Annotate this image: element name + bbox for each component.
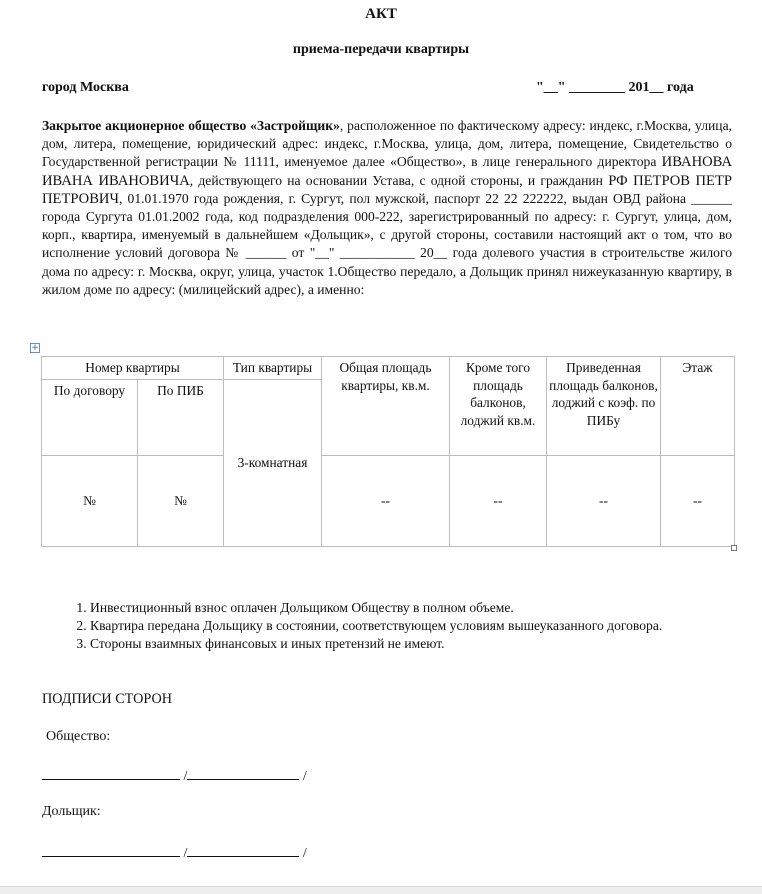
list-item: 2. Квартира передана Дольщику в состоянии, соответствующем условиям вышеуказанного договора. [90,617,762,635]
paragraph-part-1: , расположенное по фактическому адресу: индекс, г.Москва, улица, дом, литера, помещение, юридический адрес: индекс, г.Москва, улица, дом, литера, помещение, Свидетельство о Государственной регистрации № 11111, именуемое далее «Общество», в лице генерального директора [42,118,732,170]
cell-balcony-area: -- [450,455,547,546]
participant-signature-line: / / [42,842,307,862]
header-reduced-area: Приведенная площадь балконов, лоджий с коэф. по ПИБу [547,357,661,456]
apartment-table [41,356,735,547]
header-balcony-area: Кроме того площадь балконов, лоджий кв.м. [450,357,547,456]
header-apartment-type: Тип квартиры [224,357,322,380]
company-signature-label: Общество: [46,729,111,744]
table-header-row [42,357,735,380]
cell-by-pib: № [138,455,224,546]
document-subtitle: приема-передачи квартиры [292,42,470,57]
table-row [42,455,735,546]
header-by-contract: По договору [42,379,138,455]
company-name: Закрытое акционерное общество «Застройщик» [42,118,340,133]
header-by-pib: По ПИБ [138,379,224,455]
header-apartment-number: Номер квартиры [42,357,224,380]
document-title: АКТ [365,6,397,22]
table-move-handle-icon[interactable]: + [31,343,39,353]
terms-list [42,599,762,653]
paragraph-part-2: , действующего на основании Устава, с одной стороны, и гражданин [189,172,609,188]
table-resize-handle[interactable] [731,545,737,551]
date-line: "__" ________ 201__ года [536,80,694,95]
cell-total-area: -- [322,455,450,546]
paragraph-part-3: , 01.01.1970 года рождения, г. Сургут, пол мужской, паспорт 22 22 222222, выдан ОВД района ______ города Сургута 01.01.2002 года, код подразделения 000-222, зарегистрированный по адресу: г. Сургут, улица, дом, корп., квартира, именуемый в дальнейшем «Дольщик», с другой стороны, составили настоящий акт о том, что во исполнение условий договора № ______ от "__" ___________ 20__ года долевого участия в строительстве жилого дома по адресу: г. Москва, округ, улица, участок 1.Общество передало, а Дольщик принял нижеуказанную квартиру, в жилом доме по адресу: (милицейский адрес), а именно: [42,190,732,297]
main-paragraph [42,117,732,299]
cell-floor: -- [661,455,735,546]
cell-type: 3-комнатная [224,379,322,546]
company-signature-line: / / [42,765,307,785]
city-label: город Москва [42,80,129,95]
citizen-name: РФ ПЕТРОВ ПЕТР ПЕТРОВИЧ [42,172,732,207]
director-name: ИВАНОВА ИВАНА ИВАНОВИЧА [42,154,732,189]
list-item: 1. Инвестиционный взнос оплачен Дольщиком Обществу в полном объеме. [90,599,762,617]
header-total-area: Общая площадь квартиры, кв.м. [322,357,450,456]
header-floor: Этаж [661,357,735,456]
cell-by-contract: № [42,455,138,546]
list-item: 3. Стороны взаимных финансовых и иных претензий не имеют. [90,635,762,653]
participant-signature-label: Дольщик: [42,804,101,819]
cell-reduced-area: -- [547,455,661,546]
signatures-heading: ПОДПИСИ СТОРОН [42,691,172,707]
